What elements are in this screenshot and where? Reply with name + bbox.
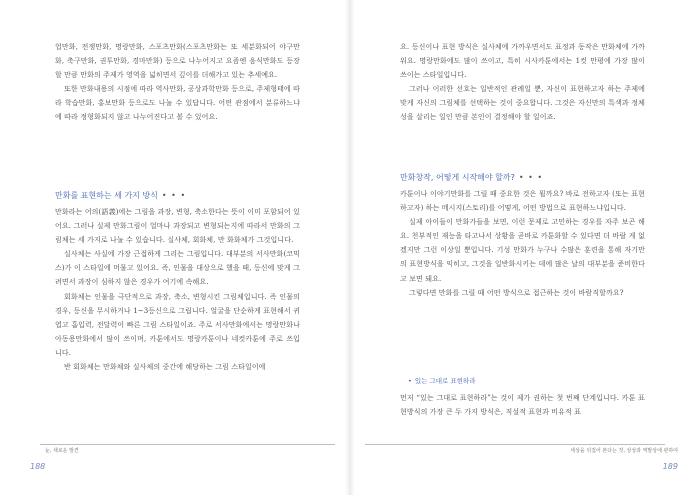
paragraph: 회화체는 인물을 극단적으로 과장, 축소, 변형시킨 그림체입니다. 즉 인물의 경우, 등신을 무시하거나 1~3등신으로 그립니다. 얼굴을 단순하게 표현해서 귀엽고 흡입력, 전달력이 빠른 그림 스타일이죠. 주로 서사만화에서는 명랑만화나 아동용만화에서 많이 쓰이며, 카툰에서도 명랑카툰이나 네컷카툰에 주로 쓰입니다.	[55, 292, 300, 357]
page-number: 189	[662, 462, 678, 471]
left-top-text	[55, 40, 300, 125]
section-heading	[55, 190, 186, 201]
section-heading	[400, 172, 543, 183]
running-head: 눈, 새로운 발견	[45, 448, 79, 454]
footer-rule	[40, 444, 335, 445]
paragraph: 또한 만화내용의 시점에 따라 역사만화, 공상과학만화 등으로, 주제형태에 따라 학습만화, 홍보만화 등으로도 나눌 수 있답니다. 어떤 관점에서 분류하느냐에 따라 정형화되지 않고 나누어진다고 볼 수 있어요.	[55, 85, 300, 122]
section-heading-text: 만화를 표현하는 세 가지 방식	[55, 191, 158, 200]
paragraph: 실제 아이들이 만화가들을 보면, 이런 문제로 고민하는 경우를 자주 보곤 해요. 천부적인 재능을 타고나서 상황을 곧바로 카툰화할 수 있다면 더 바랄 게 없겠지만 그런 이상일 뿐입니다. 기성 만화가 누구나 수많은 훈련을 통해 자기만의 표현방식을 익히고, 그것을 일반화시키는 데에 많은 날의 대부분을 준비한다고 보면 돼요.	[400, 218, 645, 283]
paragraph: 먼저 “있는 그대로 표현하라”는 것이 제가 권하는 첫 번째 단계입니다. 카툰 표현방식의 가장 큰 두 가지 방식은, 직설적 표현과 비유적 표	[400, 394, 645, 417]
heading-dots: • • •	[161, 191, 187, 200]
paragraph: 그렇다면 만화를 그릴 때 어떤 방식으로 접근하는 것이 바람직할까요?	[409, 288, 624, 297]
paragraph: 만화라는 어의(語義)에는 그림을 과장, 변형, 축소한다는 뜻이 이미 포함되어 있어요. 그러나 실제 만화그림이 얼마나 과장되고 변형되는지에 따라서 만화의 그림체는 세 가지로 나눌 수 있습니다. 실사체, 회화체, 만 화화체가 그것입니다.	[55, 208, 300, 245]
subheading	[408, 376, 476, 385]
right-page	[350, 0, 700, 495]
paragraph: 그러나 이러한 선호는 일반적인 관례일 뿐, 자신이 표현하고자 하는 주제에 맞게 자신의 그림체를 선택하는 것이 중요합니다. 그것은 자신만의 특색과 정체성을 살리는 일인 만큼 본인이 결정해야 할 일이죠.	[400, 85, 645, 122]
paragraph: 카툰이나 이야기만화를 그릴 때 중요한 것은 뭘까요? 바로 전하고자 (또는 표현하고자) 하는 메시지(스토리)를 어떻게, 어떤 방법으로 표현하느냐입니다.	[400, 190, 645, 213]
right-top-text	[400, 40, 645, 125]
paragraph: 요. 등신이나 표현 방식은 실사체에 가까우면서도 표정과 동작은 만화체에 가까워요. 명랑만화에도 많이 쓰이고, 특히 시사카툰에서는 1컷 만평에 가장 많이 쓰이는 스타일입니다.	[400, 43, 645, 80]
paragraph: 업만화, 전쟁만화, 명랑만화, 스포츠만화(스포츠만화는 또 세분화되어 야구만화, 축구만화, 권투만화, 경마만화) 등으로 나누어지고 요즘엔 음식만화도 등장할 만큼 만화의 주제가 영역을 넓히면서 깊이를 더해가고 있는 추세예요.	[55, 43, 300, 80]
right-middle-text	[400, 187, 645, 300]
paragraph: 실사체는 사실에 가장 근접하게 그리는 그림입니다. 대부분의 서사만화(코믹스)가 이 스타일에 머물고 있어요. 즉, 인물을 대상으로 했을 때, 등신에 맞게 그려면서 과장이 심하지 않은 경우가 여기에 속해요.	[55, 250, 300, 287]
right-bottom-text	[400, 391, 645, 419]
subheading-bullet: •	[408, 377, 412, 385]
heading-dots: • • •	[518, 173, 544, 182]
footer-rule	[365, 444, 665, 445]
paragraph: 반 회화체는 만화체와 실사체의 중간에 해당하는 그림 스타일이에	[64, 363, 266, 372]
subheading-text: 있는 그대로 표현하라	[414, 377, 476, 385]
left-bottom-text	[55, 205, 300, 374]
page-number: 188	[30, 462, 46, 471]
section-heading-text: 만화창작, 어떻게 시작해야 할까?	[400, 173, 515, 182]
running-head: 세상을 뒤집어 본다는 것, 상상과 역발상에 관하여	[570, 448, 678, 454]
